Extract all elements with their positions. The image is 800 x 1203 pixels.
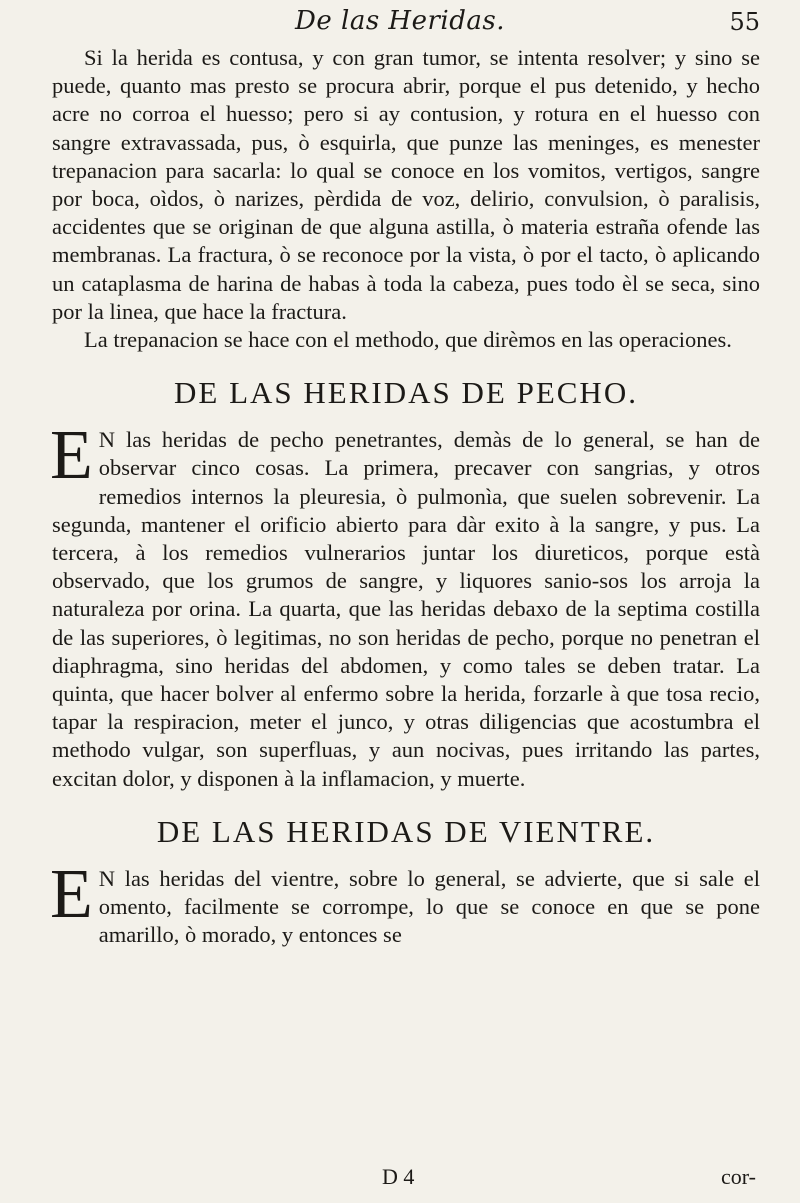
body-text: [52, 44, 760, 949]
paragraph-trepanation: La trepanacion se hace con el methodo, que dirèmos en las operaciones.: [84, 327, 732, 353]
paragraph-head-wounds: Si la herida es contusa, y con gran tumor, se intenta resolver; y sino se puede, quanto mas presto se procura abrir, porque el pus detenido, y hecho acre no corroa el huesso; pero si ay contusion, y rotura en el huesso con sangre extravassada, pus, ò esquirla, que punze las meninges, es menester trepanacion para sacarla: lo qual se conoce en los vomitos, vertigos, sangre por boca, oìdos, ò narizes, pèrdida de voz, delirio, convulsion, ò paralisis, accidentes que se originan de que alguna astilla, ò materia estraña ofende las membranas. La fractura, ò se reconoce por la vista, ò por el tacto, ò aplicando un cataplasma de harina de habas à toda la cabeza, pues todo èl se seca, sino por la linea, que hace la fractura.: [52, 45, 760, 324]
page-number: 55: [729, 8, 760, 36]
paragraph-belly-wounds: [50, 855, 760, 950]
signature-mark: D 4: [382, 1164, 415, 1189]
paragraph-chest-wounds: [50, 417, 760, 793]
running-title: De las Heridas.: [295, 6, 505, 36]
drop-cap: E: [50, 417, 93, 495]
belly-text: N las heridas del vientre, sobre lo general, se advierte, que si sale el omento, facilmente se corrompe, lo que se conoce en que se pone amarillo, ò morado, y entonces se: [98, 865, 760, 948]
section-heading-belly: DE LAS HERIDAS DE VIENTRE.: [156, 813, 656, 849]
chest-text: N las heridas de pecho penetrantes, demàs de lo general, se han de observar cinco cosas. La primera, precaver con sangrias, y otros remedios internos la pleuresia, ò pulmonìa, que suelen sobrevenir. La segunda, mantener el orificio abierto para dàr exito à la sangre, y pus. La tercera, à los remedios vulnerarios juntar los diureticos, porque està observado, que los grumos de sangre, y liquores sanio-sos los arroja la naturaleza por orina. La quarta, que las heridas debaxo de la septima costilla de las superiores, ò legitimas, no son heridas de pecho, porque no penetran el diaphragma, sino heridas del abdomen, y como tales se deben tratar. La quinta, que hacer bolver al enfermo sobre la herida, forzarle à que tosa recio, tapar la respiracion, meter el junco, y otras diligencias que acostumbra el methodo vulgar, son superfluas, y aun nocivas, pues irritando las partes, excitan dolor, y disponen à la inflamacion, y muerte.: [52, 427, 760, 791]
catchword: cor-: [721, 1164, 756, 1189]
section-heading-chest: DE LAS HERIDAS DE PECHO.: [174, 375, 638, 411]
running-head: [0, 6, 800, 40]
drop-cap: E: [50, 855, 93, 933]
page-footer: [52, 1164, 760, 1194]
